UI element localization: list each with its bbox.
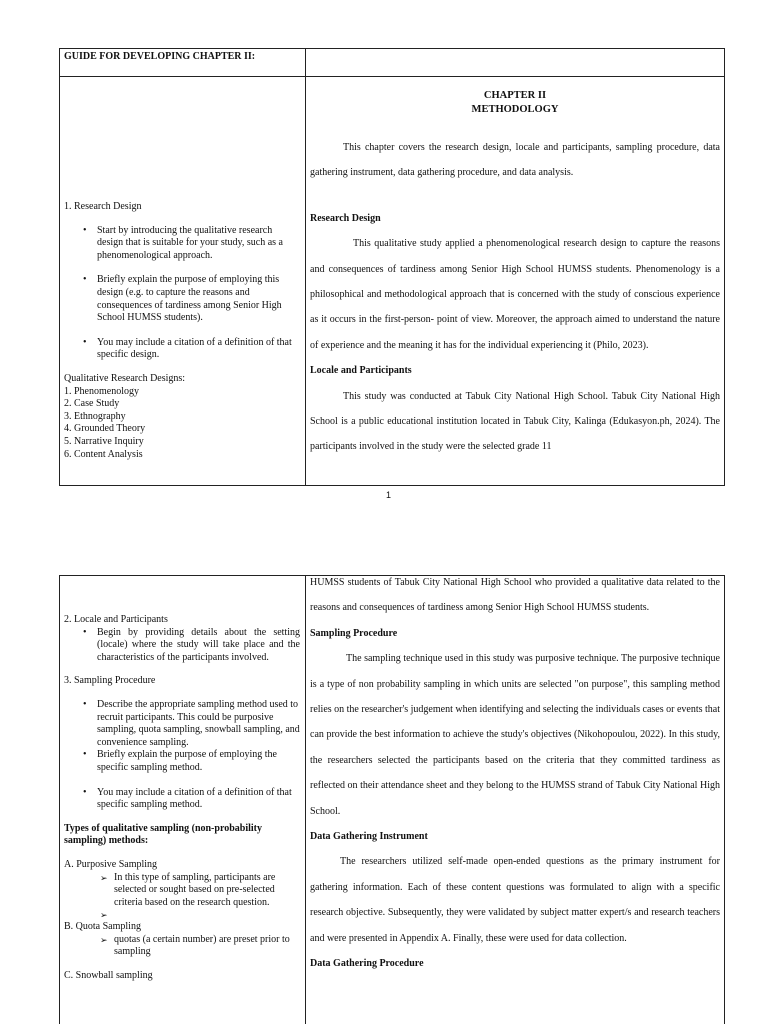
- locale-guide-list: [64, 627, 300, 665]
- chapter-intro: This chapter covers the research design, locale and participants, sampling procedure, data gathering instrument, data gathering procedure, and data analysis.: [310, 142, 720, 179]
- arrow-bullet: ➢ In this type of sampling, participants are selected or sought based on pre-selected criteria based on the research question.: [114, 872, 300, 910]
- locale-heading: Locale and Participants: [310, 365, 412, 377]
- guide-bullet: • Begin by providing details about the setting (locale) where the study will take place and the characteristics of the participants involved.: [97, 627, 300, 665]
- arrow-bullet: [114, 909, 300, 921]
- sampling-types-heading: Types of qualitative sampling (non-probability sampling) methods:: [64, 822, 262, 847]
- quota-points: [64, 934, 300, 959]
- sampling-heading: Sampling Procedure: [310, 627, 398, 639]
- snowball-sampling-label: C. Snowball sampling: [64, 970, 153, 982]
- header-row-divider: [60, 76, 724, 77]
- locale-continuation: HUMSS students of Tabuk City National High School who provided a qualitative data related to the reasons and consequences of tardiness among Senior High School HUMSS students.: [310, 577, 720, 614]
- instrument-paragraph: The researchers utilized self-made open-ended questions as the primary instrument for gathering information. Each of these content questions was formulated to align with a specific research objective. Subsequently, they were validated by subject matter expert/s and research teachers and were presented in Appendix A. Finally, these were used for data collection.: [310, 856, 720, 944]
- design-item: 4. Grounded Theory: [64, 423, 146, 435]
- chapter-label: CHAPTER II: [483, 90, 547, 101]
- design-item: 5. Narrative Inquiry: [64, 435, 144, 447]
- procedure-heading: Data Gathering Procedure: [310, 958, 424, 970]
- guide-bullet: • Briefly explain the purpose of employing this design (e.g. to capture the reasons and consequences of tardiness among Senior High School HUMSS students).: [97, 274, 300, 324]
- research-design-guide-heading: 1. Research Design: [64, 201, 142, 212]
- manuscript-column: [310, 89, 720, 460]
- design-item: 2. Case Study: [64, 398, 120, 410]
- guide-title: GUIDE FOR DEVELOPING CHAPTER II:: [64, 51, 256, 62]
- guide-bullet: • Describe the appropriate sampling method used to recruit participants. This could be purposive sampling, quota sampling, snowball sampling, and convenience sampling.: [97, 699, 300, 749]
- designs-heading: Qualitative Research Designs:: [64, 372, 186, 384]
- purposive-sampling-label: A. Purposive Sampling: [64, 858, 158, 870]
- column-divider: [305, 49, 306, 485]
- chapter-title: METHODOLOGY: [471, 104, 559, 115]
- page-number: 1: [386, 490, 392, 500]
- column-divider: [305, 576, 306, 1024]
- page-1-table: [59, 48, 725, 486]
- quota-sampling-label: B. Quota Sampling: [64, 921, 141, 933]
- sampling-guide-list: [64, 699, 300, 812]
- guide-column: [64, 614, 300, 983]
- research-design-heading: Research Design: [310, 212, 381, 224]
- sampling-paragraph: The sampling technique used in this study was purposive technique. The purposive technique is a type of non probability sampling in which units are selected "on purpose", this sampling method relies on the researcher's judgement when identifying and selecting the individuals cases or events that can provide the best information to achieve the study's objectives (Nikohopoulou, 2022). In this study, the researchers selected the participants based on the criteria that they committed tardiness as reflected on their attendance sheet and they belong to the HUMSS strand of Tabuk City National High School.: [310, 653, 721, 817]
- guide-bullet: • You may include a citation of a definition of that specific design.: [97, 337, 300, 362]
- research-design-paragraph: This qualitative study applied a phenomenological research design to capture the reasons and consequences of tardiness among Senior High School HUMSS students. Phenomenology is a philosophical and methodological approach that is concerned with the study of conscious experience as it occurs in the first-person- point of view. Moreover, the approach aimed to understand the nature of experience and the meaning it has for the individual experiencing it (Philo, 2023).: [310, 238, 720, 351]
- sampling-guide-heading: 3. Sampling Procedure: [64, 675, 156, 687]
- arrow-bullet: ➢ quotas (a certain number) are preset prior to sampling: [114, 934, 300, 959]
- page-2-table: [59, 575, 725, 1024]
- locale-guide-heading: 2. Locale and Participants: [64, 614, 168, 625]
- design-item: 3. Ethnography: [64, 410, 126, 422]
- design-item: 6. Content Analysis: [64, 448, 143, 460]
- guide-bullet: • You may include a citation of a definition of that specific sampling method.: [97, 787, 300, 812]
- instrument-heading: Data Gathering Instrument: [310, 831, 428, 843]
- purposive-points: [64, 872, 300, 922]
- research-design-guide-list: [64, 225, 300, 362]
- locale-paragraph: This study was conducted at Tabuk City National High School. Tabuk City National High School is a public educational institution located in Tabuk City, Kalinga (Edukasyon.ph, 2024). The participants involved in the study were the selected grade 11: [310, 390, 720, 453]
- manuscript-column: [310, 570, 720, 977]
- guide-bullet: • Start by introducing the qualitative research design that is suitable for your study, such as a phenomenological approach.: [97, 225, 300, 263]
- guide-column: [64, 201, 300, 461]
- design-item: 1. Phenomenology: [64, 385, 139, 397]
- guide-bullet: • Briefly explain the purpose of employing the specific sampling method.: [97, 749, 300, 774]
